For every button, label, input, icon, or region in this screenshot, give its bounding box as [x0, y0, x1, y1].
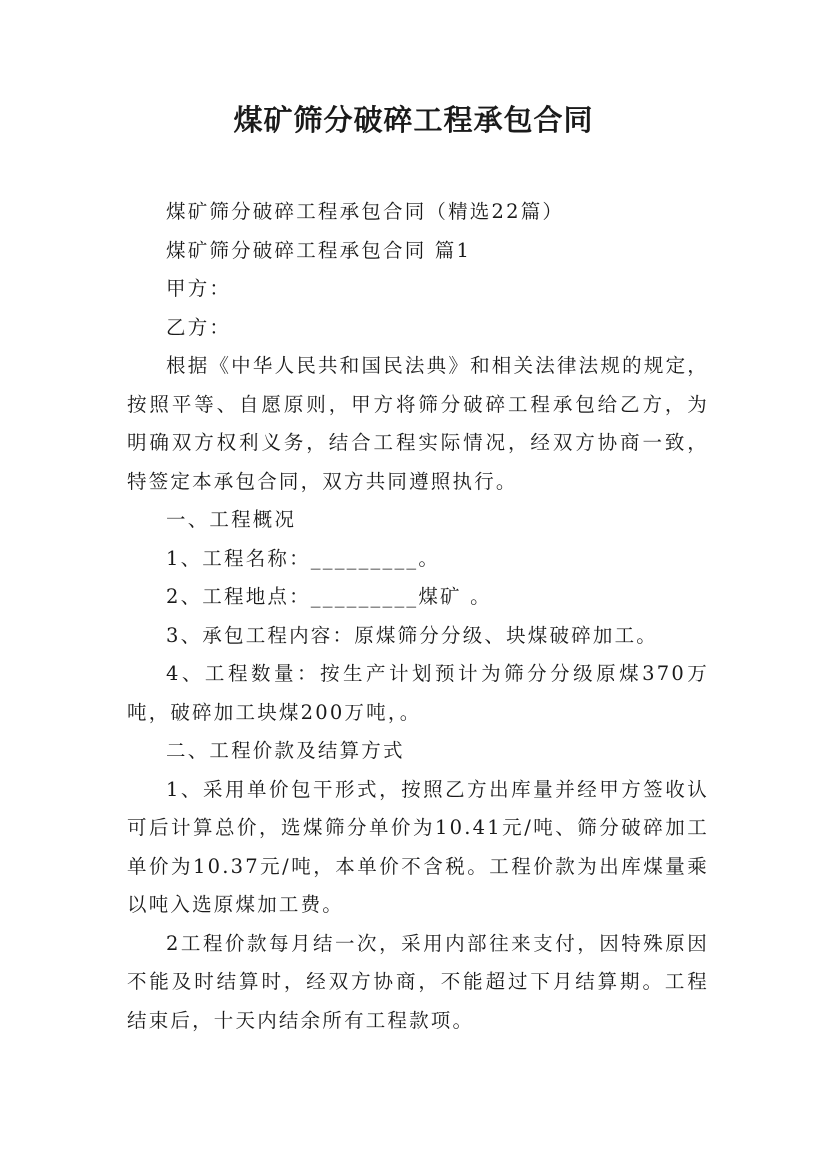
paragraph-preamble: 根据《中华人民共和国民法典》和相关法律法规的规定，按照平等、自愿原则，甲方将筛分破碎工程承包给乙方，为明确双方权利义务，结合工程实际情况，经双方协商一致，特签定本承包合同，双方共同遵照执行。: [127, 354, 709, 493]
document-title: 煤矿筛分破碎工程承包合同: [233, 103, 594, 137]
paragraph-party-a: 甲方：: [166, 277, 232, 300]
paragraph-project-name: 1、工程名称：_________。: [166, 546, 441, 570]
paragraph-project-location: 2、工程地点：_________煤矿 。: [166, 585, 492, 608]
paragraph-heading-payment: 二、工程价款及结算方式: [166, 739, 405, 762]
paragraph-payment-pricing: 1、采用单价包干形式，按照乙方出库量并经甲方签收认可后计算总价，选煤筛分单价为10.41元/吨、筛分破碎加工单价为10.37元/吨，本单价不含税。工程价款为出库煤量乘以吨入选原煤加工费。: [127, 777, 709, 916]
paragraph-subtitle: 煤矿筛分破碎工程承包合同（精选22篇）: [166, 200, 565, 223]
paragraph-party-b: 乙方：: [166, 315, 232, 339]
document-body: [127, 193, 709, 1040]
paragraph-project-quantity: 4、工程数量：按生产计划预计为筛分分级原煤370万吨，破碎加工块煤200万吨，。: [127, 662, 709, 724]
paragraph-project-content: 3、承包工程内容：原煤筛分分级、块煤破碎加工。: [166, 623, 659, 647]
paragraph-section-heading: 煤矿筛分破碎工程承包合同 篇1: [166, 238, 472, 262]
paragraph-payment-schedule: 2工程价款每月结一次，采用内部往来支付，因特殊原因不能及时结算时，经双方协商，不能超过下月结算期。工程结束后，十天内结余所有工程款项。: [127, 931, 709, 1032]
paragraph-heading-overview: 一、工程概况: [166, 508, 297, 531]
